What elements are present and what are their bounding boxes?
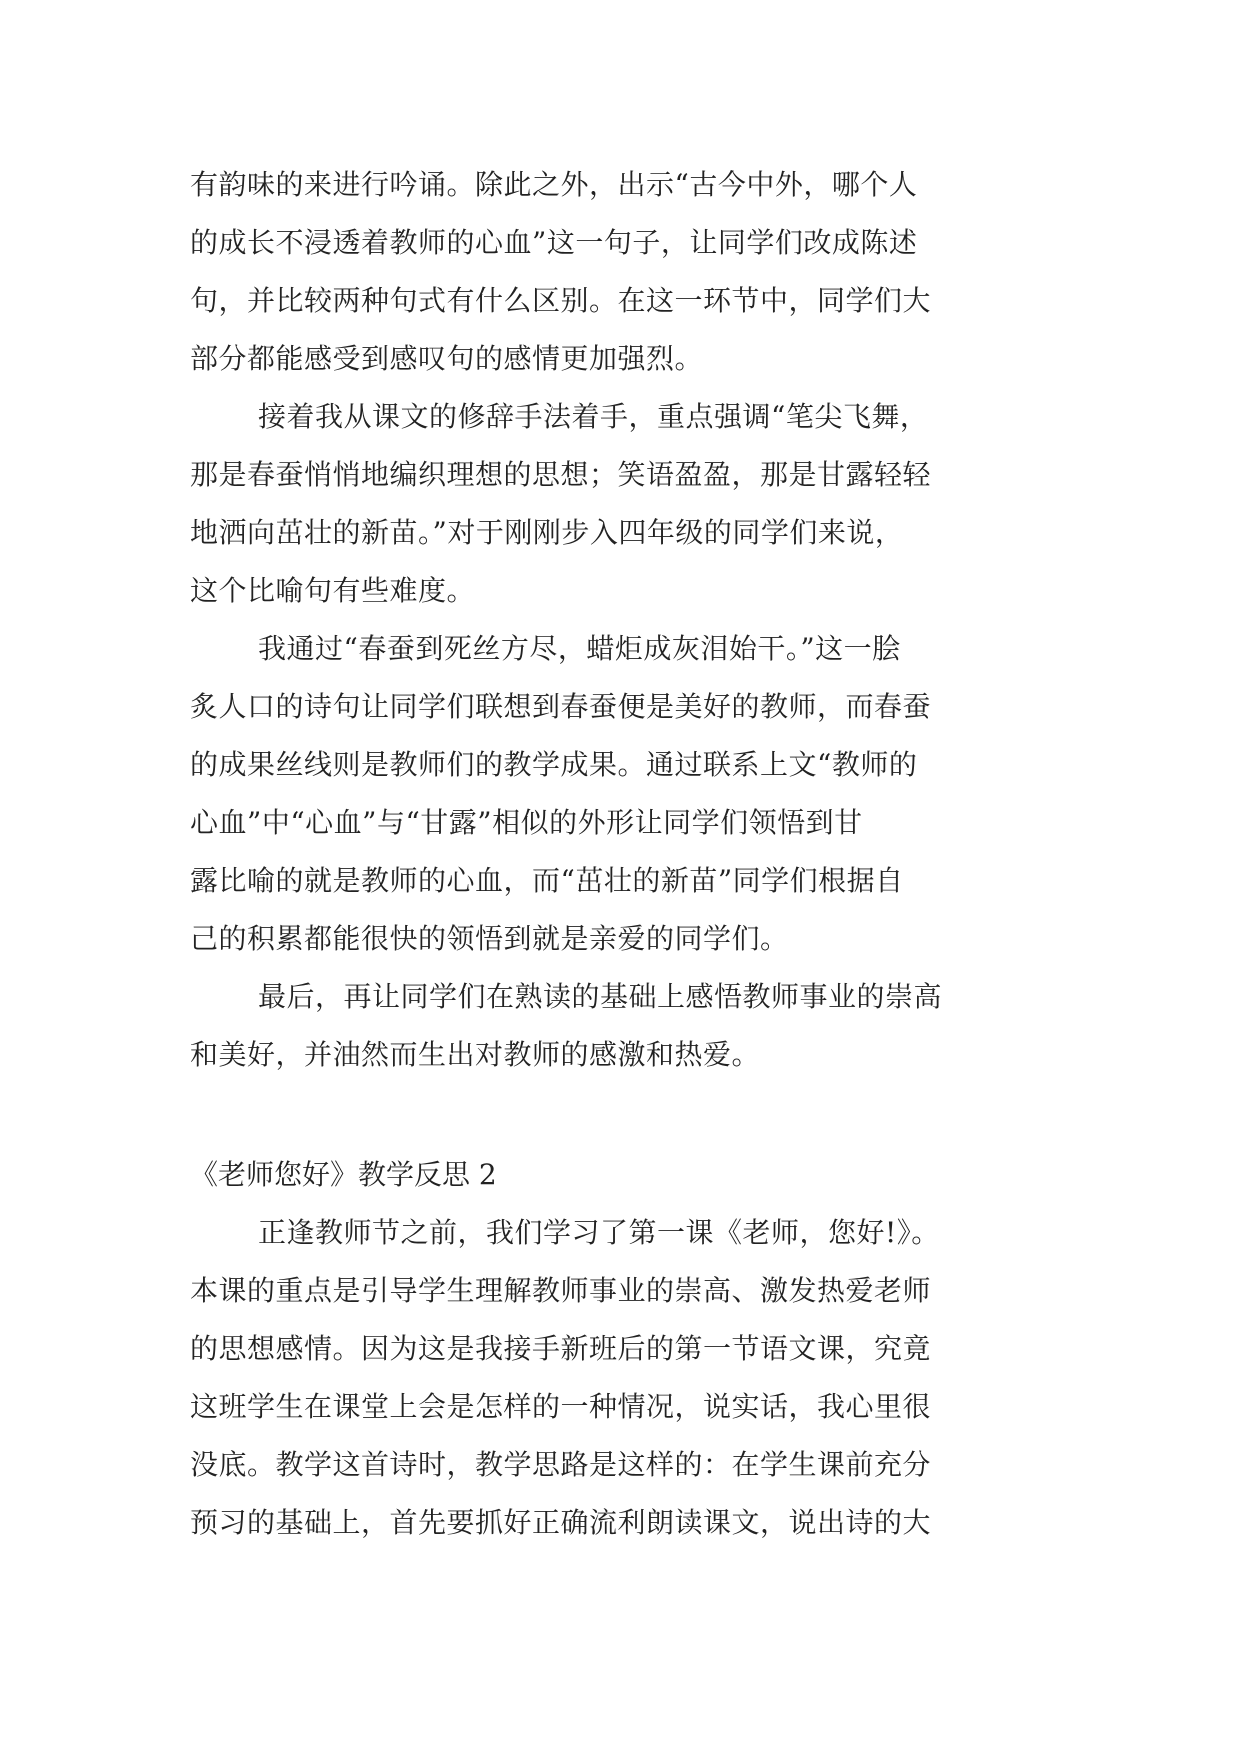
paragraph-1-line-2: 的成长不浸透着教师的心血”这一句子，让同学们改成陈述: [190, 226, 918, 259]
paragraph-2-line-3: 地洒向茁壮的新苗。”对于刚刚步入四年级的同学们来说，: [190, 516, 904, 549]
section-paragraph-line-1: 正逢教师节之前，我们学习了第一课《老师，您好!》。: [258, 1216, 940, 1249]
paragraph-4-line-1: 最后，再让同学们在熟读的基础上感悟教师事业的崇高: [258, 980, 943, 1013]
paragraph-1-line-3: 句，并比较两种句式有什么区别。在这一环节中，同学们大: [190, 284, 932, 317]
section-paragraph-line-3: 的思想感情。因为这是我接手新班后的第一节语文课，究竟: [190, 1332, 932, 1365]
paragraph-1-line-4: 部分都能感受到感叹句的感情更加强烈。: [190, 342, 704, 375]
paragraph-2-line-4: 这个比喻句有些难度。: [190, 574, 476, 607]
paragraph-3-line-4: 心血”中“心血”与“甘露”相似的外形让同学们领悟到甘: [190, 806, 863, 839]
section-paragraph-line-5: 没底。教学这首诗时，教学思路是这样的：在学生课前充分: [190, 1448, 932, 1481]
paragraph-3-line-2: 炙人口的诗句让同学们联想到春蚕便是美好的教师，而春蚕: [190, 690, 932, 723]
paragraph-3-line-1: 我通过“春蚕到死丝方尽，蜡炬成灰泪始干。”这一脍: [258, 632, 901, 665]
paragraph-2-line-2: 那是春蚕悄悄地编织理想的思想；笑语盈盈，那是甘露轻轻: [190, 458, 932, 491]
section-paragraph-line-4: 这班学生在课堂上会是怎样的一种情况，说实话，我心里很: [190, 1390, 932, 1423]
section-paragraph-line-6: 预习的基础上，首先要抓好正确流利朗读课文，说出诗的大: [190, 1506, 932, 1539]
paragraph-3-line-6: 己的积累都能很快的领悟到就是亲爱的同学们。: [190, 922, 789, 955]
section-paragraph-line-2: 本课的重点是引导学生理解教师事业的崇高、激发热爱老师: [190, 1274, 932, 1307]
section-heading: 《老师您好》教学反思 2: [190, 1158, 497, 1191]
paragraph-4-line-2: 和美好，并油然而生出对教师的感激和热爱。: [190, 1038, 761, 1071]
paragraph-2-line-1: 接着我从课文的修辞手法着手，重点强调“笔尖飞舞，: [258, 400, 929, 433]
paragraph-3-line-3: 的成果丝线则是教师们的教学成果。通过联系上文“教师的: [190, 748, 918, 781]
paragraph-1-line-1: 有韵味的来进行吟诵。除此之外，出示“古今中外，哪个人: [190, 168, 918, 201]
paragraph-3-line-5: 露比喻的就是教师的心血，而“茁壮的新苗”同学们根据自: [190, 864, 904, 897]
